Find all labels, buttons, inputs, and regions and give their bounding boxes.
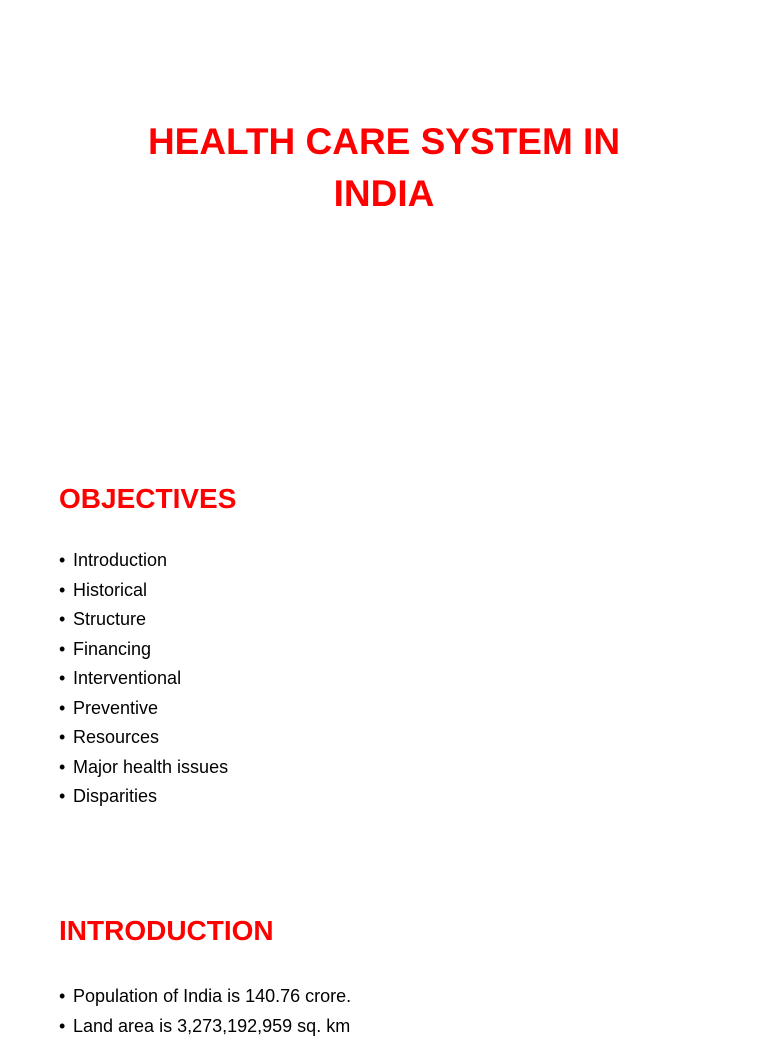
objective-item: • Major health issues	[59, 753, 228, 783]
objective-item: • Introduction	[59, 546, 228, 576]
introduction-heading: INTRODUCTION	[59, 915, 274, 946]
objective-item: • Historical	[59, 576, 228, 606]
objective-item: • Interventional	[59, 664, 228, 694]
presentation-title	[0, 116, 768, 220]
objective-item: • Preventive	[59, 694, 228, 724]
objectives-list	[59, 546, 228, 812]
objective-item: • Resources	[59, 723, 228, 753]
introduction-item: • Population of India is 140.76 crore.	[59, 981, 351, 1011]
introduction-list	[59, 981, 351, 1041]
objective-item: • Financing	[59, 635, 228, 665]
title-line-1: HEALTH CARE SYSTEM IN	[147, 121, 621, 162]
introduction-item: • Land area is 3,273,192,959 sq. km	[59, 1011, 351, 1041]
objective-item: • Disparities	[59, 782, 228, 812]
objective-item: • Structure	[59, 605, 228, 635]
title-line-2: INDIA	[333, 173, 435, 214]
title-slide	[0, 0, 768, 430]
objectives-heading: OBJECTIVES	[59, 483, 237, 514]
